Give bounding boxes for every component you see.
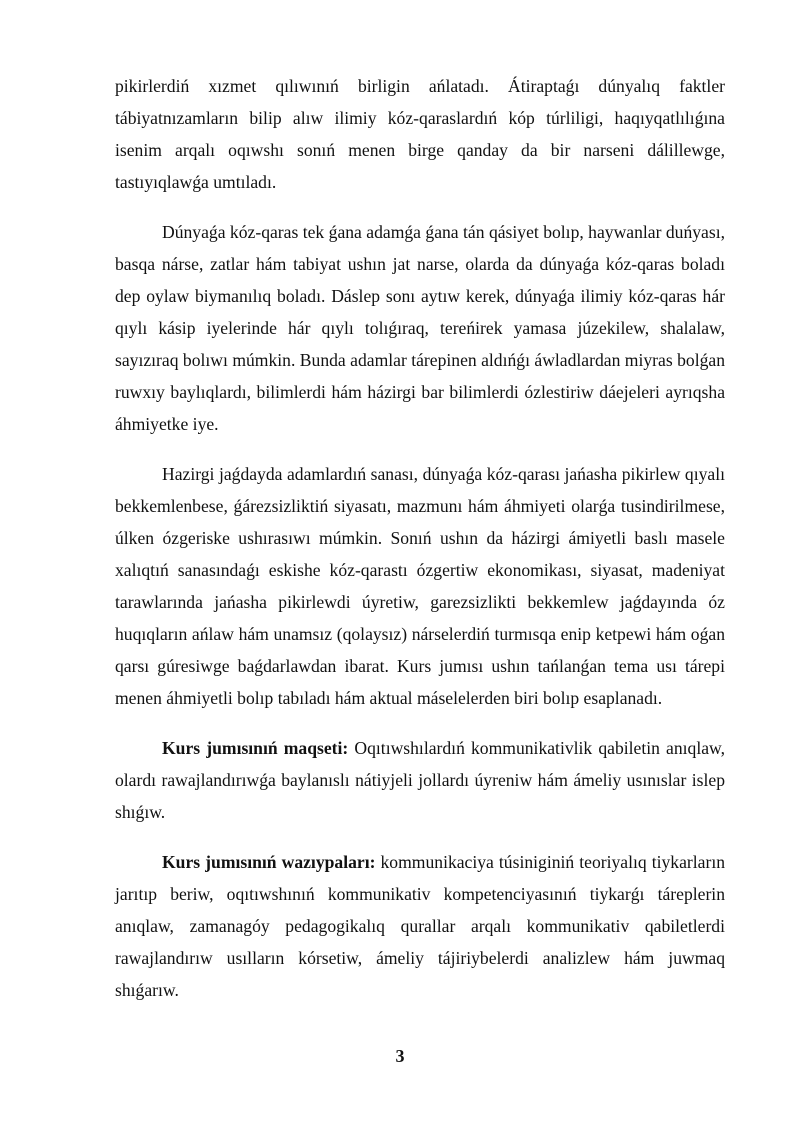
paragraph-continuation: pikirlerdiń xızmet qılıwınıń birligin ańlatadı. Átiraptaǵı dúnyalıq faktler tábiyatnızamların bilip alıw ilimiy kóz-qaraslardıń kóp túrliligi, haqıyqatlılıǵına isenim arqalı oqıwshı sonıń menen birge qanday da bir narseni dálillewge, tastıyıqlawǵa umtıladı. — [115, 76, 725, 192]
document-page — [115, 70, 725, 1024]
course-tasks-heading: Kurs jumısınıń wazıypaları: — [162, 852, 376, 872]
paragraph-course-goal — [115, 732, 725, 828]
course-tasks-text: kommunikaciya túsiniginiń teoriyalıq tiykarların jarıtıp beriw, oqıtıwshınıń kommunikativ kompetenciyasınıń tiykarǵı táreplerin anıqlaw, zamanagóy pedagogikalıq qurallar arqalı kommunikativ qabiletlerdi rawajlandırıw usılların kórsetiw, ámeliy tájiriybelerdi analizlew hám juwmaq shıǵarıw. — [115, 852, 726, 1000]
course-goal-text: Oqıtıwshılardıń kommunikativlik qabiletin anıqlaw, olardı rawajlandırıwǵa baylanıslı nátiyjeli jollardı úyreniw hám ámeliy usınıslar islep shıǵıw. — [115, 738, 725, 822]
course-goal-heading: Kurs jumısınıń maqseti: — [162, 738, 349, 758]
paragraph-worldview: Dúnyaǵa kóz-qaras tek ǵana adamǵa ǵana tán qásiyet bolıp, haywanlar duńyası, basqa nárse, zatlar hám tabiyat ushın jat narse, olarda da dúnyaǵa kóz-qaras boladı dep oylaw biymanılıq boladı. Dáslep sonı aytıw kerek, dúnyaǵa ilimiy kóz-qaras hár qıylı kásip iyelerinde hár qıylı tolıǵıraq, tereńirek yamasa júzekilew, shalalaw, sayızıraq bolıwı múmkin. Bunda adamlar tárepinen aldıńǵı áwladlardan miyras bolǵan ruwxıy baylıqlardı, bilimlerdi hám házirgi bar bilimlerdi ózlestiriw dáejeleri ayrıqsha áhmiyetke iye. — [115, 222, 725, 434]
page-number: 3 — [395, 1046, 405, 1066]
paragraph-current-situation: Hazirgi jaǵdayda adamlardıń sanası, dúnyaǵa kóz-qarası jańasha pikirlew qıyalı bekkemlenbese, ǵárezsizliktiń siyasatı, mazmunı hám áhmiyeti olarǵa tusindirilmese, úlken ózgeriske ushırasıwı múmkin. Sonıń ushın da házirgi ámiyetli baslı masele xalıqtıń sanasındaǵı eskishe kóz-qarastı ózgertiw ekonomikası, siyasat, madeniyat tarawlarında jańasha pikirlewdi úyretiw, garezsizlikti bekkemlew jaǵdayında óz huqıqların ańlaw hám unamsız (qolaysız) nárselerdiń turmısqa enip ketpewi hám oǵan qarsı gúresiwge baǵdarlawdan ibarat. Kurs jumısı ushın tańlanǵan tema usı tárepi menen áhmiyetli bolıp tabıladı hám aktual máselelerden biri bolıp esaplanadı. — [115, 464, 725, 708]
paragraph-course-tasks — [115, 846, 725, 1006]
